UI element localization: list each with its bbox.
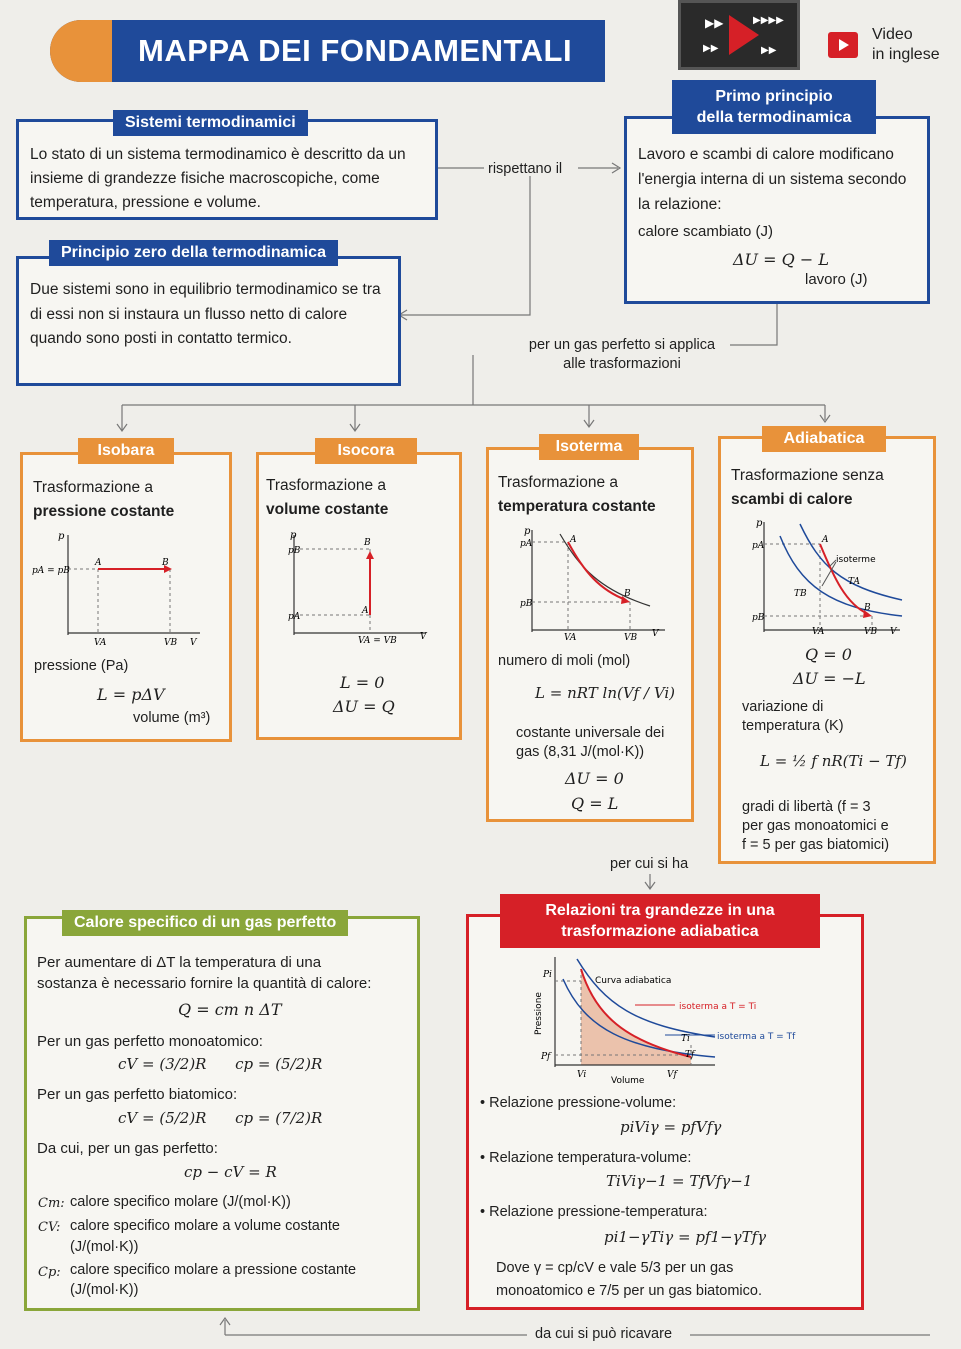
calore-spec-tag: Calore specifico di un gas perfetto bbox=[62, 910, 348, 936]
label-isoterme: isoterme bbox=[836, 555, 876, 565]
def-cv-symbol: CV: bbox=[38, 1220, 61, 1235]
bullet-1: • Relazione pressione-volume: bbox=[480, 1095, 677, 1111]
label-pa: pA bbox=[752, 541, 765, 551]
label-tb: TB bbox=[794, 589, 807, 599]
label-pb: pB bbox=[288, 546, 301, 556]
label-moli: numero di moli (mol) bbox=[498, 653, 631, 669]
label-pa: pA bbox=[520, 539, 533, 549]
isobara-line2: pressione costante bbox=[33, 503, 175, 520]
formula-b3: pi1−γTiγ = pf1−γTfγ bbox=[604, 1228, 767, 1246]
axis-v: V bbox=[652, 629, 659, 639]
def-cv-1: calore specifico molare a volume costante bbox=[70, 1218, 340, 1234]
formula-mono: cV = (3/2)R cp = (5/2)R bbox=[118, 1055, 323, 1073]
adiabatica-line2: scambi di calore bbox=[731, 491, 853, 508]
label-va: VA bbox=[564, 633, 577, 643]
zero-text-rest: se tra di essi non si instaura un flusso netto di calore quando sono posti in contatto termico. bbox=[30, 281, 381, 347]
label-calore-scambiato: calore scambiato (J) bbox=[638, 223, 774, 240]
point-b: B bbox=[162, 558, 169, 568]
axis-v: V bbox=[190, 638, 197, 648]
label-lavoro: lavoro (J) bbox=[805, 271, 868, 288]
label-vb: VB bbox=[164, 638, 178, 648]
label-volume-axis: Volume bbox=[611, 1076, 645, 1086]
def-cm-symbol: Cm: bbox=[38, 1196, 65, 1211]
label-pb: pB bbox=[752, 613, 765, 623]
connector-cui: per cui si ha bbox=[610, 856, 689, 872]
label-volume: volume (m³) bbox=[133, 710, 211, 726]
connector-bottom: da cui si può ricavare bbox=[535, 1326, 673, 1342]
label-vb: VB bbox=[864, 627, 878, 637]
calore-intro-1: Per aumentare di ΔT la temperatura di una bbox=[37, 954, 322, 971]
label-pressione-axis: Pressione bbox=[534, 992, 544, 1035]
label-gradi-1: gradi di libertà (f = 3 bbox=[742, 799, 871, 815]
formula-isocora-1: L = 0 bbox=[340, 673, 385, 692]
svg-text:▶▶: ▶▶ bbox=[761, 45, 777, 56]
label-gradi-2: per gas monoatomici e bbox=[742, 818, 889, 834]
label-variazione-1: variazione di bbox=[742, 699, 824, 715]
sistemi-text: Lo stato di un sistema termodinamico è descritto da un insieme di grandezze fisiche macroscopiche, come temperatura, pressione e volume. bbox=[30, 146, 406, 211]
primo-tag-line1: Primo principio bbox=[715, 88, 833, 105]
point-a: A bbox=[570, 535, 577, 545]
isocora-line1: Trasformazione a bbox=[266, 477, 387, 494]
def-cp-2: (J/(mol·K)) bbox=[70, 1282, 139, 1298]
formula-adiabatica-1: Q = 0 bbox=[805, 645, 852, 664]
bullet-3: • Relazione pressione-temperatura: bbox=[480, 1204, 708, 1220]
connector-gas bbox=[503, 336, 741, 374]
isocora-tag: Isocora bbox=[315, 438, 417, 464]
formula-isoterma-3: Q = L bbox=[571, 794, 619, 813]
label-pa-pb: pA = pB bbox=[32, 566, 70, 576]
video-label[interactable]: Video bbox=[872, 26, 913, 43]
calore-bi: Per un gas perfetto biatomico: bbox=[37, 1086, 238, 1103]
relazioni-tag-line2: trasformazione adiabatica bbox=[561, 923, 759, 940]
calore-intro-2: sostanza è necessario fornire la quantità di calore: bbox=[37, 975, 372, 992]
isoterma-graph bbox=[500, 520, 690, 645]
label-pb: pB bbox=[520, 599, 533, 609]
label-pa: pA bbox=[288, 612, 301, 622]
label-costante-1: costante universale dei bbox=[516, 725, 665, 741]
connector-gas-line2: alle trasformazioni bbox=[563, 356, 681, 372]
isoterma-path bbox=[568, 542, 626, 600]
page-title: MAPPA DEI FONDAMENTALI bbox=[138, 33, 573, 68]
label-pi: Pi bbox=[543, 970, 552, 980]
point-b: B bbox=[364, 538, 371, 548]
axis-p: p bbox=[58, 531, 65, 542]
label-iso-ti: isoterma a T = Ti bbox=[679, 1002, 757, 1012]
axis-v: V bbox=[420, 632, 427, 642]
label-vb: VB bbox=[624, 633, 638, 643]
label-curve: Curva adiabatica bbox=[595, 976, 672, 986]
label-vf: Vf bbox=[667, 1070, 677, 1080]
label-va: VA bbox=[94, 638, 107, 648]
relazioni-note-2: monoatomico e 7/5 per un gas biatomico. bbox=[496, 1283, 762, 1299]
formula-isocora-2: ΔU = Q bbox=[333, 697, 395, 716]
point-a: A bbox=[822, 535, 829, 545]
label-vi: Vi bbox=[577, 1070, 587, 1080]
formula-isoterma: L = nRT ln(Vf / Vi) bbox=[535, 684, 676, 702]
zero-tag: Principio zero della termodinamica bbox=[49, 240, 338, 266]
formula-isobara: L = pΔV bbox=[97, 685, 165, 704]
point-b: B bbox=[624, 589, 631, 599]
formula-adiabatica-3: L = ½ f nR(Ti − Tf) bbox=[760, 752, 907, 770]
isocora-line2: volume costante bbox=[266, 501, 389, 518]
isobara-line1: Trasformazione a bbox=[33, 479, 154, 496]
adiabatica-line1: Trasformazione senza bbox=[731, 467, 884, 484]
label-gradi-3: f = 5 per gas biatomici) bbox=[742, 837, 890, 853]
isoterma-line1: Trasformazione a bbox=[498, 474, 619, 491]
svg-text:▶▶: ▶▶ bbox=[703, 43, 719, 54]
def-cp-symbol: Cp: bbox=[38, 1265, 61, 1280]
label-pressione: pressione (Pa) bbox=[34, 658, 129, 674]
label-va: VA bbox=[812, 627, 825, 637]
label-iso-tf: isoterma a T = Tf bbox=[717, 1032, 796, 1042]
isobara-tag: Isobara bbox=[78, 438, 174, 464]
def-cp-1: calore specifico molare a pressione costante bbox=[70, 1262, 357, 1278]
relazioni-note-1: Dove γ = cp/cV e vale 5/3 per un gas bbox=[496, 1260, 734, 1276]
label-ti: Ti bbox=[681, 1034, 690, 1044]
axis-p: p bbox=[290, 530, 297, 541]
relazioni-tag bbox=[500, 894, 820, 948]
adiabatica-tag: Adiabatica bbox=[762, 426, 886, 452]
isoterma-line2: temperatura costante bbox=[498, 498, 656, 515]
def-cm: calore specifico molare (J/(mol·K)) bbox=[70, 1194, 291, 1210]
formula-primo: ΔU = Q − L bbox=[733, 250, 829, 269]
calore-dacui: Da cui, per un gas perfetto: bbox=[37, 1140, 218, 1157]
sistemi-tag: Sistemi termodinamici bbox=[113, 110, 308, 136]
formula-bi: cV = (5/2)R cp = (7/2)R bbox=[118, 1109, 323, 1127]
formula-b1: piViγ = pfVfγ bbox=[620, 1118, 722, 1136]
primo-tag-line2: della termodinamica bbox=[696, 109, 852, 126]
bullet-3-text: Relazione pressione-temperatura: bbox=[489, 1204, 708, 1220]
calore-mono: Per un gas perfetto monoatomico: bbox=[37, 1033, 263, 1050]
label-tf: Tf bbox=[685, 1050, 695, 1060]
label-va-vb: VA = VB bbox=[358, 636, 397, 646]
isocora-graph bbox=[266, 525, 456, 650]
bullet-2: • Relazione temperatura-volume: bbox=[480, 1150, 692, 1166]
point-b: B bbox=[864, 603, 871, 613]
bullet-1-text: Relazione pressione-volume: bbox=[489, 1095, 677, 1111]
formula-adiabatica-2: ΔU = −L bbox=[793, 669, 866, 688]
zero-text-bold: Due sistemi sono in equilibrio termodinamico bbox=[30, 281, 338, 298]
point-a: A bbox=[95, 558, 102, 568]
label-variazione-2: temperatura (K) bbox=[742, 718, 844, 734]
formula-dacui: cp − cV = R bbox=[184, 1163, 277, 1181]
formula-b2: TiViγ−1 = TfVfγ−1 bbox=[606, 1172, 753, 1190]
svg-text:▶▶: ▶▶ bbox=[705, 16, 724, 30]
formula-isoterma-2: ΔU = 0 bbox=[565, 769, 624, 788]
label-costante-2: gas (8,31 J/(mol·K)) bbox=[516, 744, 645, 760]
adiabatica-graph bbox=[730, 516, 930, 641]
bullet-2-text: Relazione temperatura-volume: bbox=[489, 1150, 692, 1166]
connector-gas-line1: per un gas perfetto si applica bbox=[528, 337, 716, 353]
label-pf: Pf bbox=[541, 1052, 551, 1062]
axis-p: p bbox=[756, 518, 763, 529]
relazioni-tag-line1: Relazioni tra grandezze in una bbox=[545, 902, 775, 919]
isobara-graph bbox=[30, 525, 230, 655]
axis-v: V bbox=[890, 627, 897, 637]
point-a: A bbox=[362, 606, 369, 616]
video-label-2[interactable]: in inglese bbox=[872, 46, 940, 63]
isoterma-tag: Isoterma bbox=[539, 434, 639, 460]
connector-rispettano: rispettano il bbox=[488, 161, 563, 177]
zero-text bbox=[30, 278, 390, 352]
svg-text:▶▶▶▶: ▶▶▶▶ bbox=[753, 15, 784, 26]
primo-text: Lavoro e scambi di calore modificano l'energia interna di un sistema secondo la relazione: bbox=[638, 146, 907, 213]
label-ta: TA bbox=[848, 577, 861, 587]
relazioni-graph bbox=[515, 955, 855, 1085]
axis-p: p bbox=[524, 526, 531, 537]
formula-q: Q = cm n ΔT bbox=[178, 1000, 282, 1019]
def-cv-2: (J/(mol·K)) bbox=[70, 1239, 139, 1255]
